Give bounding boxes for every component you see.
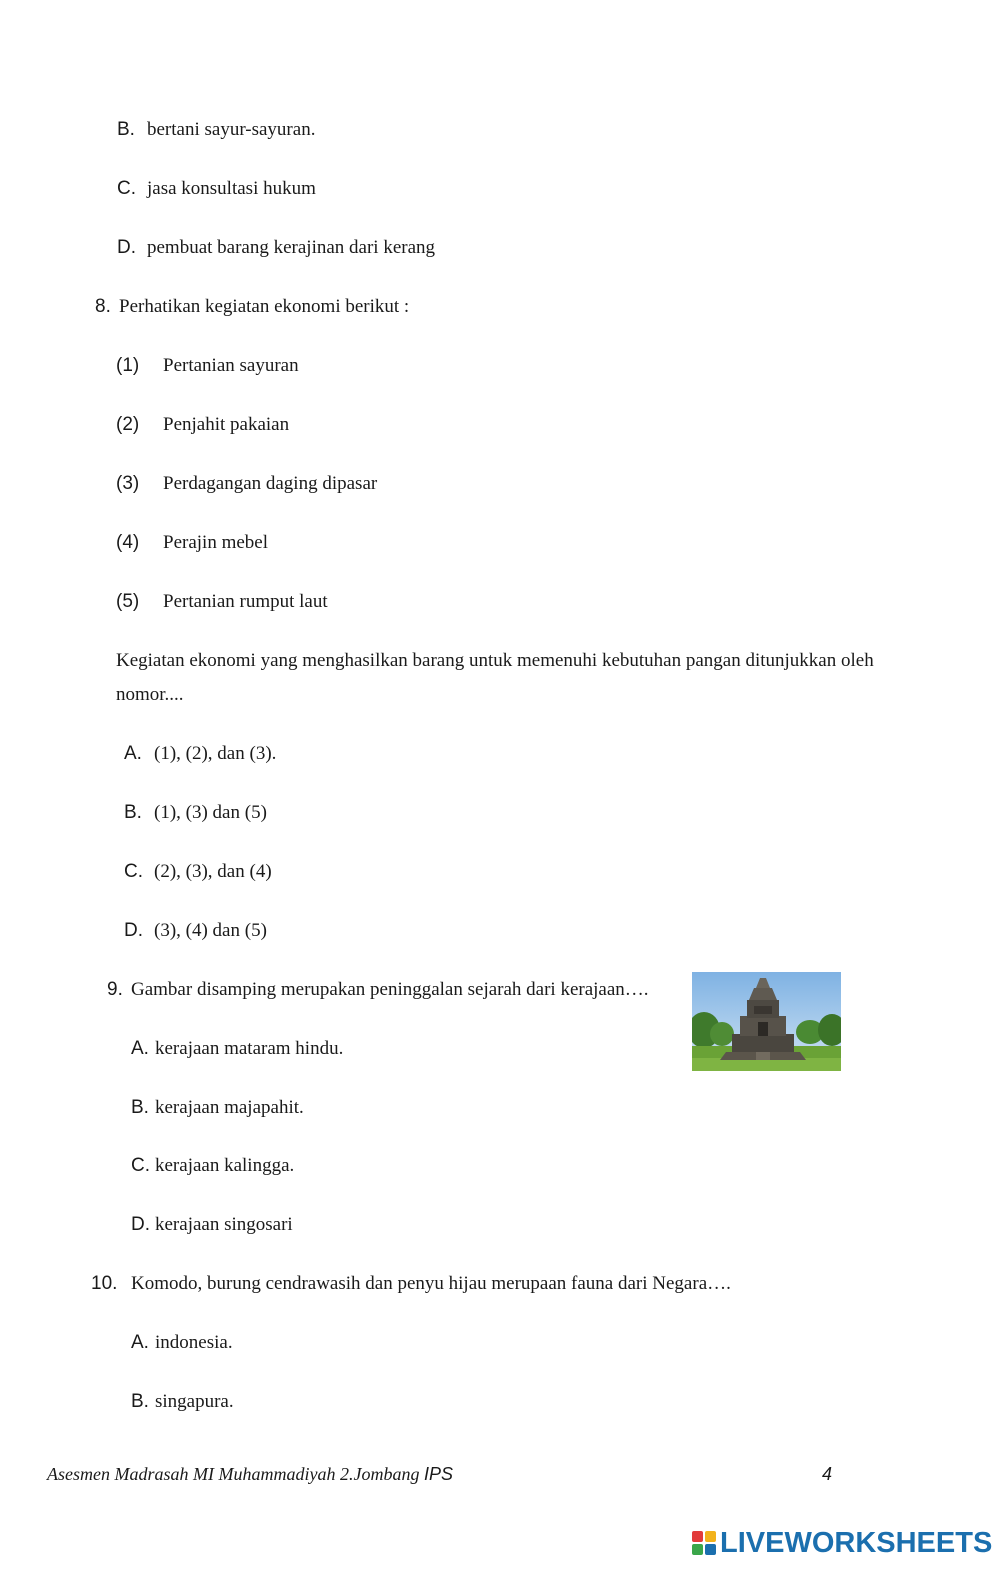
option-label: C.	[131, 1155, 150, 1176]
q8-item-2	[116, 413, 289, 437]
item-number: (4)	[116, 532, 140, 553]
temple-photo	[692, 972, 841, 1071]
option-text: kerajaan singosari	[155, 1214, 293, 1235]
question-number: 10.	[91, 1273, 118, 1294]
option-text: jasa konsultasi hukum	[147, 178, 316, 199]
option-label: A.	[131, 1038, 149, 1059]
page-number: 4	[822, 1464, 833, 1484]
question-text: Perhatikan kegiatan ekonomi berikut :	[119, 296, 410, 317]
option-label: C.	[117, 178, 136, 199]
option-text: kerajaan kalingga.	[155, 1155, 295, 1176]
option-label: D.	[117, 237, 136, 258]
option-label: B.	[131, 1391, 149, 1412]
item-number: (5)	[116, 591, 140, 612]
q9-option-c[interactable]	[131, 1154, 294, 1178]
question-number: 9.	[107, 979, 123, 1000]
option-text: kerajaan majapahit.	[155, 1097, 304, 1118]
option-label: B.	[117, 119, 135, 140]
item-number: (3)	[116, 473, 140, 494]
option-text: (2), (3), dan (4)	[154, 861, 272, 882]
q9-stem	[107, 978, 649, 1002]
q7-option-d[interactable]	[117, 236, 435, 260]
option-text: (1), (3) dan (5)	[154, 802, 267, 823]
item-number: (1)	[116, 355, 140, 376]
q7-option-c[interactable]	[117, 177, 316, 201]
q10-stem	[91, 1272, 731, 1296]
q8-option-d[interactable]	[124, 919, 267, 943]
option-text: bertani sayur-sayuran.	[147, 119, 316, 140]
option-text: indonesia.	[155, 1332, 233, 1353]
q8-option-b[interactable]	[124, 801, 267, 825]
question-text: Gambar disamping merupakan peninggalan sejarah dari kerajaan….	[131, 979, 649, 1000]
option-text: pembuat barang kerajinan dari kerang	[147, 237, 436, 258]
q8-item-4	[116, 531, 268, 555]
brand-name: LIVEWORKSHEETS	[720, 1526, 993, 1559]
option-label: A.	[131, 1332, 149, 1353]
option-label: A.	[124, 743, 142, 764]
option-label: B.	[131, 1097, 149, 1118]
q8-stem	[95, 295, 409, 319]
option-text: kerajaan mataram hindu.	[155, 1038, 344, 1059]
option-text: (3), (4) dan (5)	[154, 920, 267, 941]
item-text: Penjahit pakaian	[163, 414, 290, 435]
item-text: Perajin mebel	[163, 532, 268, 553]
q10-option-b[interactable]	[131, 1390, 234, 1414]
liveworksheets-logo-icon	[692, 1531, 716, 1555]
footer-school-name: Asesmen Madrasah MI Muhammadiyah 2.Jombang	[47, 1464, 420, 1484]
option-label: D.	[131, 1214, 150, 1235]
q8-item-3	[116, 472, 377, 496]
footer-school	[47, 1464, 453, 1485]
q7-option-b[interactable]	[117, 118, 315, 142]
option-text: (1), (2), dan (3).	[154, 743, 277, 764]
q8-question: Kegiatan ekonomi yang menghasilkan barang untuk memenuhi kebutuhan pangan ditunjukkan oleh nomor....	[116, 650, 874, 705]
q9-option-d[interactable]	[131, 1213, 293, 1237]
q9-option-b[interactable]	[131, 1096, 304, 1120]
q10-option-a[interactable]	[131, 1331, 233, 1355]
q8-item-1	[116, 354, 299, 378]
q9-option-a[interactable]	[131, 1037, 343, 1061]
item-text: Pertanian sayuran	[163, 355, 299, 376]
question-text: Komodo, burung cendrawasih dan penyu hijau merupaan fauna dari Negara….	[131, 1273, 731, 1294]
option-label: B.	[124, 802, 142, 823]
option-label: D.	[124, 920, 143, 941]
q8-option-a[interactable]	[124, 742, 276, 766]
q8-item-5	[116, 590, 328, 614]
option-label: C.	[124, 861, 143, 882]
footer-subject: IPS	[423, 1464, 453, 1484]
item-text: Perdagangan daging dipasar	[163, 473, 378, 494]
item-text: Pertanian rumput laut	[163, 591, 328, 612]
question-number: 8.	[95, 296, 111, 317]
option-text: singapura.	[155, 1391, 234, 1412]
liveworksheets-brand[interactable]	[692, 1527, 992, 1559]
item-number: (2)	[116, 414, 140, 435]
q8-option-c[interactable]	[124, 860, 272, 884]
